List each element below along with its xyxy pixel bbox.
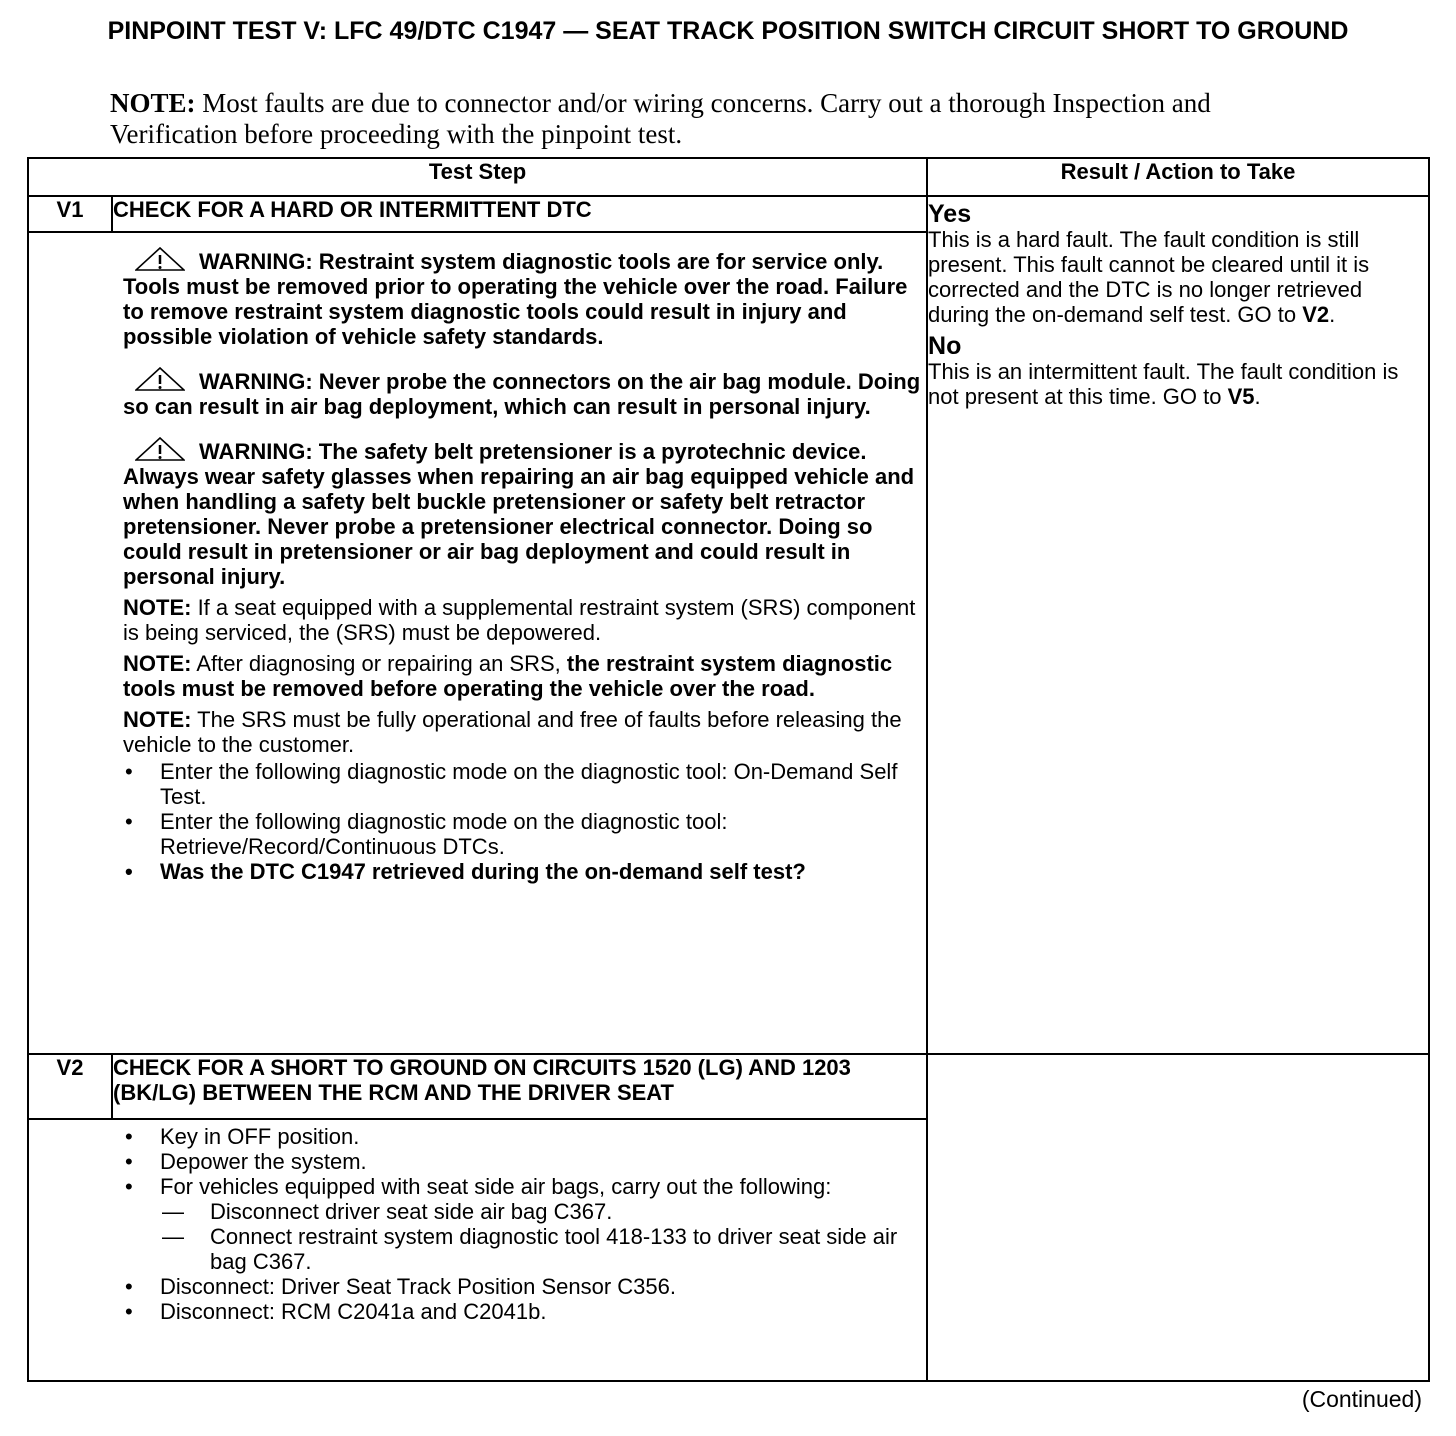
result-no-label: No: [928, 332, 962, 360]
pinpoint-test-table: [27, 157, 1430, 1382]
result-no-goto[interactable]: V5: [1227, 384, 1255, 409]
warning-triangle-icon: [135, 437, 185, 461]
warning-3: WARNING: The safety belt pretensioner is a pyrotechnic device. Always wear safety glasses when repairing an air bag equipped vehicle and when handling a safety belt buckle pretensioner or safety belt retractor pretensioner. Never probe a pretensioner electrical connector. Doing so could result in pretensioner or air bag deployment and could result in personal injury.: [123, 439, 915, 589]
result-no-text: This is an intermittent fault. The fault condition is not present at this time. GO to V5.: [928, 359, 1399, 409]
step-v1-title: CHECK FOR A HARD OR INTERMITTENT DTC: [112, 196, 927, 232]
intro-note-text: Most faults are due to connector and/or wiring concerns. Carry out a thorough Inspection and Verification before proceeding with the pinpoint test.: [110, 88, 1211, 149]
list-item: • Enter the following diagnostic mode on the diagnostic tool: Retrieve/Record/Continuous DTCs.: [123, 809, 926, 859]
continued-label: (Continued): [1301, 1386, 1422, 1412]
note-2: NOTE: After diagnosing or repairing an SRS, the restraint system diagnostic tools must be removed before operating the vehicle over the road.: [123, 651, 893, 701]
step-v2-number: V2: [28, 1054, 112, 1119]
result-yes-text: This is a hard fault. The fault condition is still present. This fault cannot be cleared until it is corrected and the DTC is no longer retrieved during the on-demand self test. GO to V2.: [928, 227, 1370, 327]
header-test-step: Test Step: [28, 158, 927, 196]
step-v1-bullets: [123, 759, 926, 884]
table-header-row: [28, 158, 1429, 196]
note-3: NOTE: The SRS must be fully operational and free of faults before releasing the vehicle to the customer.: [123, 707, 902, 757]
warning-triangle-icon: [135, 247, 185, 271]
result-yes-goto[interactable]: V2: [1302, 302, 1330, 327]
intro-note-label: NOTE:: [110, 88, 196, 118]
step-v2-result: [927, 1054, 1429, 1381]
list-item: • Depower the system.: [123, 1149, 926, 1174]
result-yes-label: Yes: [928, 200, 972, 228]
step-v2-sub-bullets: [160, 1199, 926, 1274]
page-title: PINPOINT TEST V: LFC 49/DTC C1947 — SEAT TRACK POSITION SWITCH CIRCUIT SHORT TO GROUND: [107, 17, 1349, 45]
list-item: • Disconnect: Driver Seat Track Position Sensor C356.: [123, 1274, 926, 1299]
step-v2-body: [28, 1119, 927, 1381]
step-v1-result: [927, 196, 1429, 1054]
warning-triangle-icon: [135, 367, 185, 391]
list-item: • Disconnect: RCM C2041a and C2041b.: [123, 1299, 926, 1324]
step-v2-title-row: [28, 1054, 1429, 1119]
list-item: • Key in OFF position.: [123, 1124, 926, 1149]
note-1: NOTE: If a seat equipped with a supplemental restraint system (SRS) component is being serviced, the (SRS) must be depowered.: [123, 595, 916, 645]
warning-1: WARNING: Restraint system diagnostic tools are for service only. Tools must be removed prior to operating the vehicle over the road. Failure to remove restraint system diagnostic tools could result in injury and possible violation of vehicle safety standards.: [123, 249, 908, 349]
header-result: Result / Action to Take: [927, 158, 1429, 196]
list-item: — Connect restraint system diagnostic tool 418-133 to driver seat side air bag C367.: [160, 1224, 926, 1274]
step-v1-title-row: [28, 196, 1429, 232]
intro-note: [110, 88, 1310, 150]
step-v1-number: V1: [28, 196, 112, 232]
step-v2-title: CHECK FOR A SHORT TO GROUND ON CIRCUITS 1520 (LG) AND 1203 (BK/LG) BETWEEN THE RCM AND THE DRIVER SEAT: [112, 1054, 927, 1119]
list-item: • Was the DTC C1947 retrieved during the on-demand self test?: [123, 859, 926, 884]
list-item: • For vehicles equipped with seat side air bags, carry out the following: — Disconnect driver seat side air bag C367. — Connect restraint system diagnostic tool 418-133 to driver seat side air bag C367.: [123, 1174, 926, 1274]
step-v2-bullets: [123, 1124, 926, 1324]
warning-2: WARNING: Never probe the connectors on the air bag module. Doing so can result in air bag deployment, which can result in personal injury.: [123, 369, 921, 419]
step-v1-body: [28, 232, 927, 1054]
list-item: • Enter the following diagnostic mode on the diagnostic tool: On-Demand Self Test.: [123, 759, 926, 809]
list-item: — Disconnect driver seat side air bag C367.: [160, 1199, 926, 1224]
